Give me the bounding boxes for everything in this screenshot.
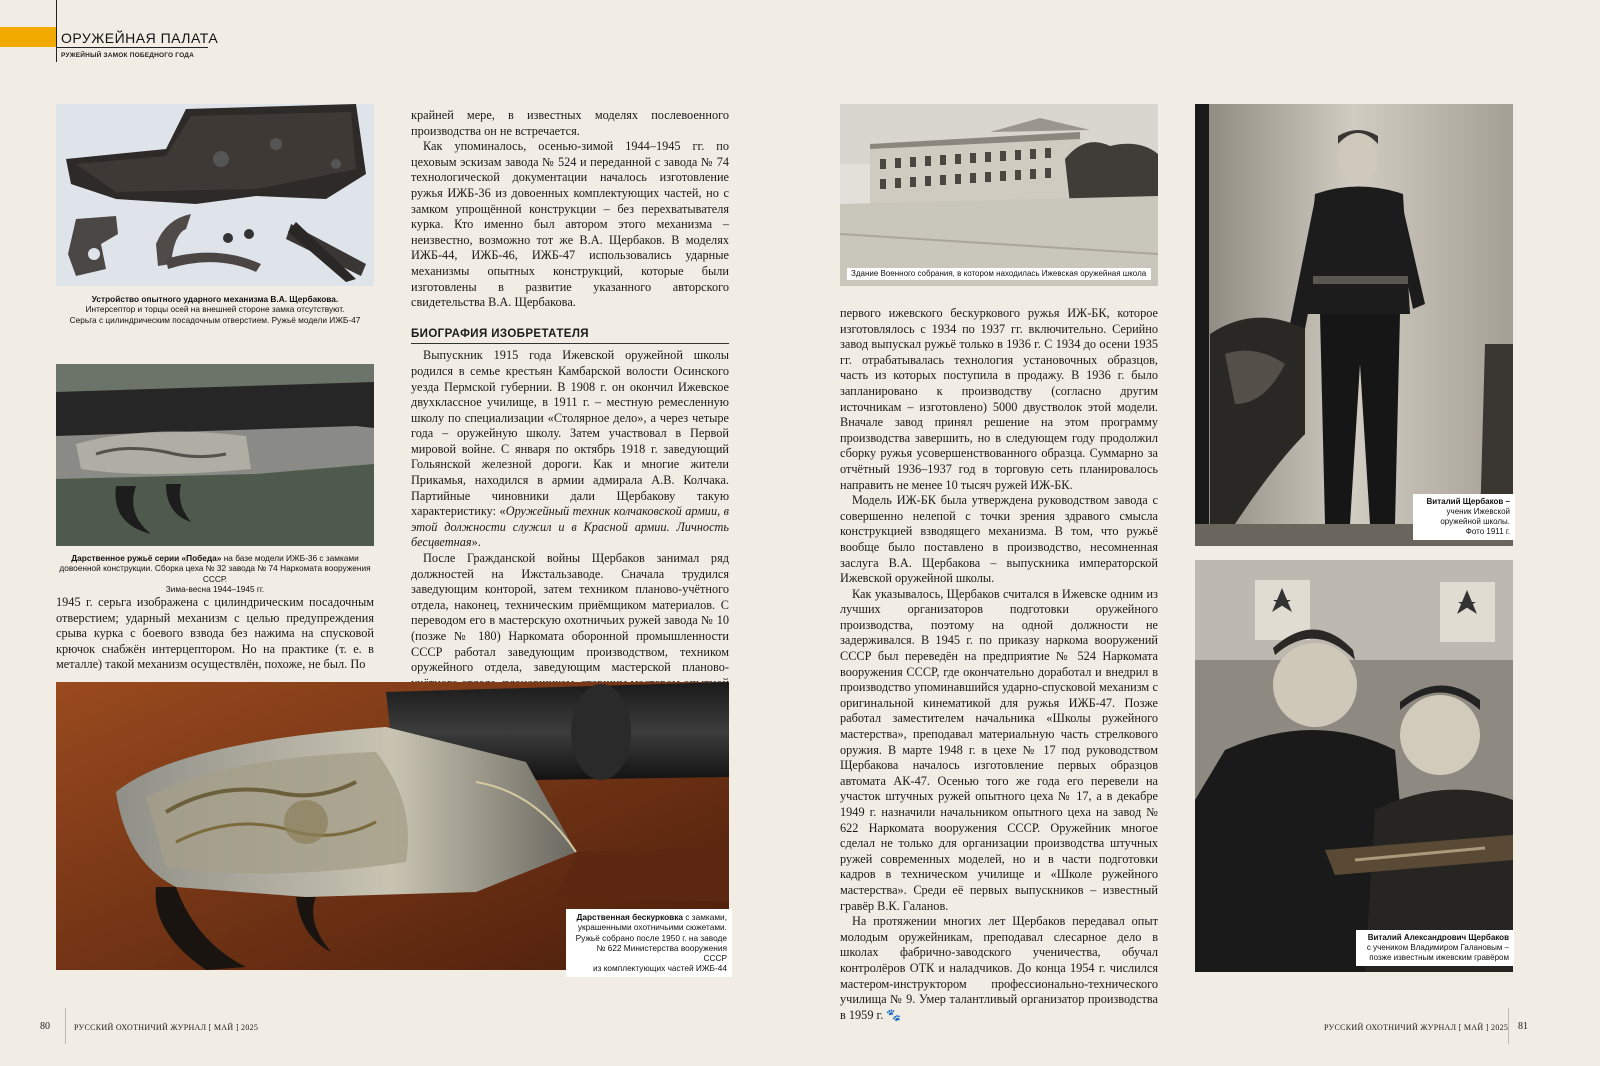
gift-caption-line: украшенными охотничьими сюжетами. bbox=[577, 922, 727, 933]
lock-caption bbox=[56, 294, 374, 325]
paragraph-text: ». bbox=[471, 535, 481, 550]
gift-caption-title: Дарственная бескурковка bbox=[576, 912, 684, 922]
master-caption-line: позже известным ижевским гравёром bbox=[1369, 953, 1509, 962]
student-caption-line: ученик Ижевской bbox=[1446, 507, 1510, 516]
paragraph bbox=[411, 348, 729, 551]
column-1-text bbox=[56, 595, 374, 673]
section-title: ОРУЖЕЙНАЯ ПАЛАТА bbox=[61, 30, 219, 46]
left-page-number: 80 bbox=[40, 1021, 50, 1032]
paragraph-text: Выпускник 1915 года Ижевской оружейной школы родился в семье крестьян Камбарской волости Осинского уезда Пермской губернии. В 1908 г. он окончил Ижевское двухклассное училище, в 1911 г. – местную ремесленную школу по специализации «Столярное дело», а через четыре года – оружейную школу. Затем участвовал в Первой мировой войне. С января по октябрь 1918 г. заведующий Гольянской железной дороги. Как и многие жители Прикамья, находился в армии адмирала А.В. Колчака. Партийные чиновники дали Щербакову такую характеристику: « bbox=[411, 348, 729, 519]
lock-caption-line: Серьга с цилиндрическим посадочным отверстием. Ружьё модели ИЖБ-47 bbox=[69, 314, 361, 325]
student-caption bbox=[1413, 494, 1515, 540]
pobeda-gun-photo bbox=[56, 364, 374, 546]
header-rule bbox=[56, 47, 208, 48]
right-page-number: 81 bbox=[1518, 1021, 1528, 1032]
pobeda-caption-date: Зима-весна 1944–1945 гг. bbox=[165, 584, 265, 595]
military-assembly-building-photo bbox=[840, 104, 1158, 286]
header-accent-bar bbox=[0, 27, 56, 47]
paragraph-text: На протяжении многих лет Щербаков передавал опыт молодым оружейникам, преподавал слесарное дело в школах фабрично-заводского ученичества, обучал контролёров ОТК и наладчиков. До конца 1954 г. числился мастером-инструктором профессионально-технического училища № 9. Умер талантливый организатор производства в 1959 г. bbox=[840, 914, 1158, 1022]
student-caption-title: Виталий Щербаков – bbox=[1426, 497, 1510, 506]
lock-mechanism-photo bbox=[56, 104, 374, 286]
student-portrait-photo bbox=[1195, 104, 1513, 546]
building-caption: Здание Военного собрания, в котором находилась Ижевская оружейная школа bbox=[847, 268, 1151, 280]
biography-heading: БИОГРАФИЯ ИЗОБРЕТАТЕЛЯ bbox=[411, 327, 729, 345]
column-2-text bbox=[411, 108, 729, 738]
gift-caption-line: № 622 Министерства вооружения СССР bbox=[596, 942, 727, 964]
paragraph: 1945 г. серьга изображена с цилиндрическим посадочным отверстием; ударный механизм с целью предупреждения срыва курка с боевого взвода без нажима на спусковой крючок снабжён интерцептором. Но на практике (т. е. в металле) такой механизм осуществлён, похоже, не был. По bbox=[56, 595, 374, 672]
paragraph: Как указывалось, Щербаков считался в Ижевске одним из лучших организаторов подготовки оружейного производства, поэтому на одной должности не задерживался. В 1945 г. по приказу наркома вооружений СССР был переведён на предприятие № 524 Наркомата вооружения СССР, где окончательно доработал и внедрил в производство упоминавшийся ударно-спусковой механизм с оригинальной кинематикой для ружья ИЖБ-47. Позже работал заместителем начальника «Школы ружейного мастерства», преподавал материальную часть стрелкового оружия. В марте 1948 г. в цехе № 17 под руководством Щербакова началось изготовление первых образцов автомата АК-47. Осенью того же года его перевели на участок штучных ружей опытного цеха № 17, а в декабре 1949 г. назначили начальником опытного цеха на завод № 622 Наркомата вооружения СССР. Оружейник многое сделал не только для организации производства штучных ружей современных моделей, но и в части подготовки кадров в техническом училище и «Школе ружейного мастерства». Среди её первых выпускников – известный гравёр В.К. Галанов. bbox=[840, 586, 1158, 913]
master-caption bbox=[1356, 930, 1514, 966]
gift-caption bbox=[566, 909, 732, 977]
master-caption-title: Виталий Александрович Щербаков bbox=[1367, 933, 1509, 942]
right-footer-title: РУССКИЙ ОХОТНИЧИЙ ЖУРНАЛ [ МАЙ ] 2025 bbox=[1324, 1023, 1509, 1032]
lock-caption-title: Устройство опытного ударного механизма В.А. Щербакова. bbox=[91, 294, 339, 304]
paragraph: крайней мере, в известных моделях послевоенного производства он не встречается. bbox=[411, 108, 729, 138]
gift-caption-text: с замками, bbox=[683, 912, 727, 922]
student-caption-line: Фото 1911 г. bbox=[1465, 527, 1510, 536]
end-mark-icon: 🐾 bbox=[886, 1007, 902, 1022]
quote-text: Оружейный техник колчаковской армии, в этой должности служил и в Красной армии. Личность бесцветная bbox=[411, 504, 729, 550]
footer-left-rule bbox=[65, 1008, 66, 1044]
paragraph: Модель ИЖ-БК была утверждена руководством завода с совершенно нелепой с точки зрения здравого смысла конструкцией взводящего механизма. В том, что ружьё вообще было поставлено в производство, несомненная заслуга В.А. Щербакова – выпускника императорской Ижевской оружейной школы. bbox=[840, 493, 1158, 586]
header-vrule bbox=[56, 0, 57, 62]
column-3-text bbox=[840, 306, 1158, 1023]
paragraph: первого ижевского бескуркового ружья ИЖ-БК, которое изготовлялось с 1934 по 1937 гг. включительно. Серийно завод выпускал ружьё только в 1936 г. С 1934 до осени 1935 гг. отрабатывалась технология установочных образцов, часть из которых поступила в продажу. В 1936 г. было запланировано к производству (согласно другим источникам – изготовлено) 5000 двустволок этой модели. Вначале завод принял решение на этом программу производства завершить, но в следующем году продолжил сборку ружья усовершенствованного образца. Суммарно за отчётный 1936–1937 год в торговую сеть планировалось направить не менее 10 тысяч ружей ИЖ-БК. bbox=[840, 306, 1158, 492]
master-with-student-photo bbox=[1195, 560, 1513, 972]
section-subtitle: РУЖЕЙНЫЙ ЗАМОК ПОБЕДНОГО ГОДА bbox=[61, 52, 194, 59]
lock-caption-line: Интерсептор и торцы осей на внешней стороне замка отсутствуют. bbox=[85, 304, 345, 315]
pobeda-caption-text: на базе модели ИЖБ-36 с замками довоенной конструкции. Сборка цеха № 32 завода № 74 Наркомата вооружения СССР. bbox=[59, 553, 371, 584]
paragraph: Как упоминалось, осенью-зимой 1944–1945 гг. по цеховым эскизам завода № 524 и переданной с завода № 74 технологической документации началось изготовление ружья ИЖБ-36 из довоенных комплектующих частей, но с замком упрощённой конструкции – без перехватывателя курка. Кто именно был автором этого механизма – неизвестно, возможно тот же В.А. Щербаков. В моделях ИЖБ-44, ИЖБ-46, ИЖБ-47 использовались ударные механизмы опытных конструкций, которые были изготовлены в развитие указанного авторского свидетельства В.А. Щербакова. bbox=[411, 139, 729, 310]
pobeda-caption bbox=[56, 553, 374, 595]
footer-right-rule bbox=[1508, 1008, 1509, 1044]
pobeda-caption-title: Дарственное ружьё серии «Победа» bbox=[71, 553, 222, 563]
master-caption-line: с учеником Владимиром Галановым – bbox=[1366, 943, 1509, 952]
gift-caption-line: Ружьё собрано после 1950 г. на заводе bbox=[575, 932, 727, 943]
paragraph: После Гражданской войны Щербаков занимал ряд должностей на Ижстальзаводе. Сначала трудился заведующим конторой, затем техником планово-учётного отдела, наконец, техническим приёмщиком материалов. С переводом его в мастерскую охотничьих ружей завода № 10 (позже № 180) Наркомата оборонной промышленности СССР работал заведующим производством, техником оружейного отдела, заведующим мастерской планово- bbox=[411, 551, 729, 675]
gift-caption-line: из комплектующих частей ИЖБ-44 bbox=[592, 963, 727, 974]
student-caption-line: оружейной школы. bbox=[1440, 517, 1510, 526]
paragraph bbox=[840, 914, 1158, 1023]
left-footer-title: РУССКИЙ ОХОТНИЧИЙ ЖУРНАЛ [ МАЙ ] 2025 bbox=[74, 1023, 259, 1032]
